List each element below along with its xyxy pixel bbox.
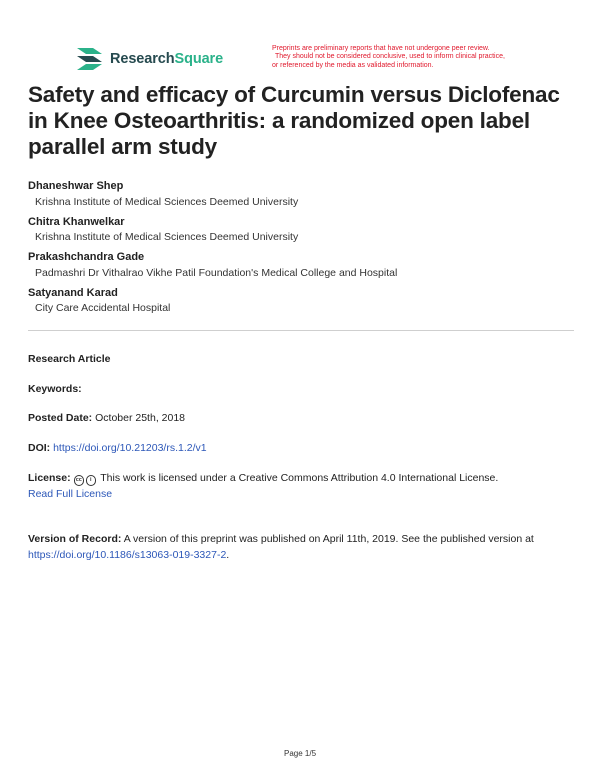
preprint-disclaimer xyxy=(272,45,544,70)
author-affiliation: Padmashri Dr Vithalrao Vikhe Patil Foundation's Medical College and Hospital xyxy=(35,266,398,279)
author-affiliation: City Care Accidental Hospital xyxy=(35,302,171,314)
author-entry xyxy=(28,216,576,252)
license-line xyxy=(28,472,498,486)
page-number: Page 1/5 xyxy=(283,749,317,758)
research-square-logo-icon xyxy=(76,48,102,70)
author-name: Chitra Khanwelkar xyxy=(28,215,125,228)
research-square-logo[interactable] xyxy=(76,46,223,72)
author-affiliation: Krishna Institute of Medical Sciences Deemed University xyxy=(35,195,299,208)
logo-word-research: Research xyxy=(110,51,175,67)
posted-date-label: Posted Date: xyxy=(28,412,93,424)
read-full-license-line xyxy=(28,488,112,500)
author-list xyxy=(28,180,576,322)
version-of-record-label: Version of Record: xyxy=(28,533,122,545)
disclaimer-line: They should not be considered conclusive, used to inform clinical practice, xyxy=(275,53,505,61)
version-of-record-tail: . xyxy=(226,549,230,561)
license-label: License: xyxy=(28,472,71,484)
posted-date-value: October 25th, 2018 xyxy=(95,412,186,424)
doi-label: DOI: xyxy=(28,442,51,454)
creative-commons-icon[interactable]: cc xyxy=(74,475,85,486)
article-type xyxy=(28,353,111,365)
author-affiliation: Krishna Institute of Medical Sciences Deemed University xyxy=(35,231,299,243)
author-name: Satyanand Karad xyxy=(28,286,118,299)
license-text: This work is licensed under a Creative Commons Attribution 4.0 International License. xyxy=(100,472,499,484)
version-of-record-text: A version of this preprint was published on April 11th, 2019. See the published version at xyxy=(123,533,534,545)
article-type-label: Research Article xyxy=(28,353,111,365)
version-of-record xyxy=(28,531,574,563)
author-name: Prakashchandra Gade xyxy=(28,251,145,263)
section-divider xyxy=(28,330,574,331)
disclaimer-line: Preprints are preliminary reports that have not undergone peer review. xyxy=(272,45,490,52)
doi-link[interactable]: https://doi.org/10.21203/rs.1.2/v1 xyxy=(53,442,207,454)
logo-word-square: Square xyxy=(174,51,224,67)
keywords-label: Keywords: xyxy=(28,383,82,395)
author-entry xyxy=(28,287,576,323)
disclaimer-line: or referenced by the media as validated information. xyxy=(272,61,434,69)
author-name: Dhaneshwar Shep xyxy=(28,180,124,192)
version-of-record-link[interactable]: https://doi.org/10.1186/s13063-019-3327-2 xyxy=(28,549,227,561)
paper-title: Safety and efficacy of Curcumin versus Diclofenac in Knee Osteoarthritis: a randomized open label parallel arm study xyxy=(28,82,560,159)
posted-date-line xyxy=(28,412,185,424)
logo-text xyxy=(110,51,223,67)
author-entry xyxy=(28,251,576,287)
doi-line xyxy=(28,442,207,454)
keywords-line xyxy=(28,383,82,395)
author-entry xyxy=(28,180,576,216)
attribution-icon[interactable]: i xyxy=(86,475,97,486)
read-full-license-link[interactable]: Read Full License xyxy=(28,488,113,500)
